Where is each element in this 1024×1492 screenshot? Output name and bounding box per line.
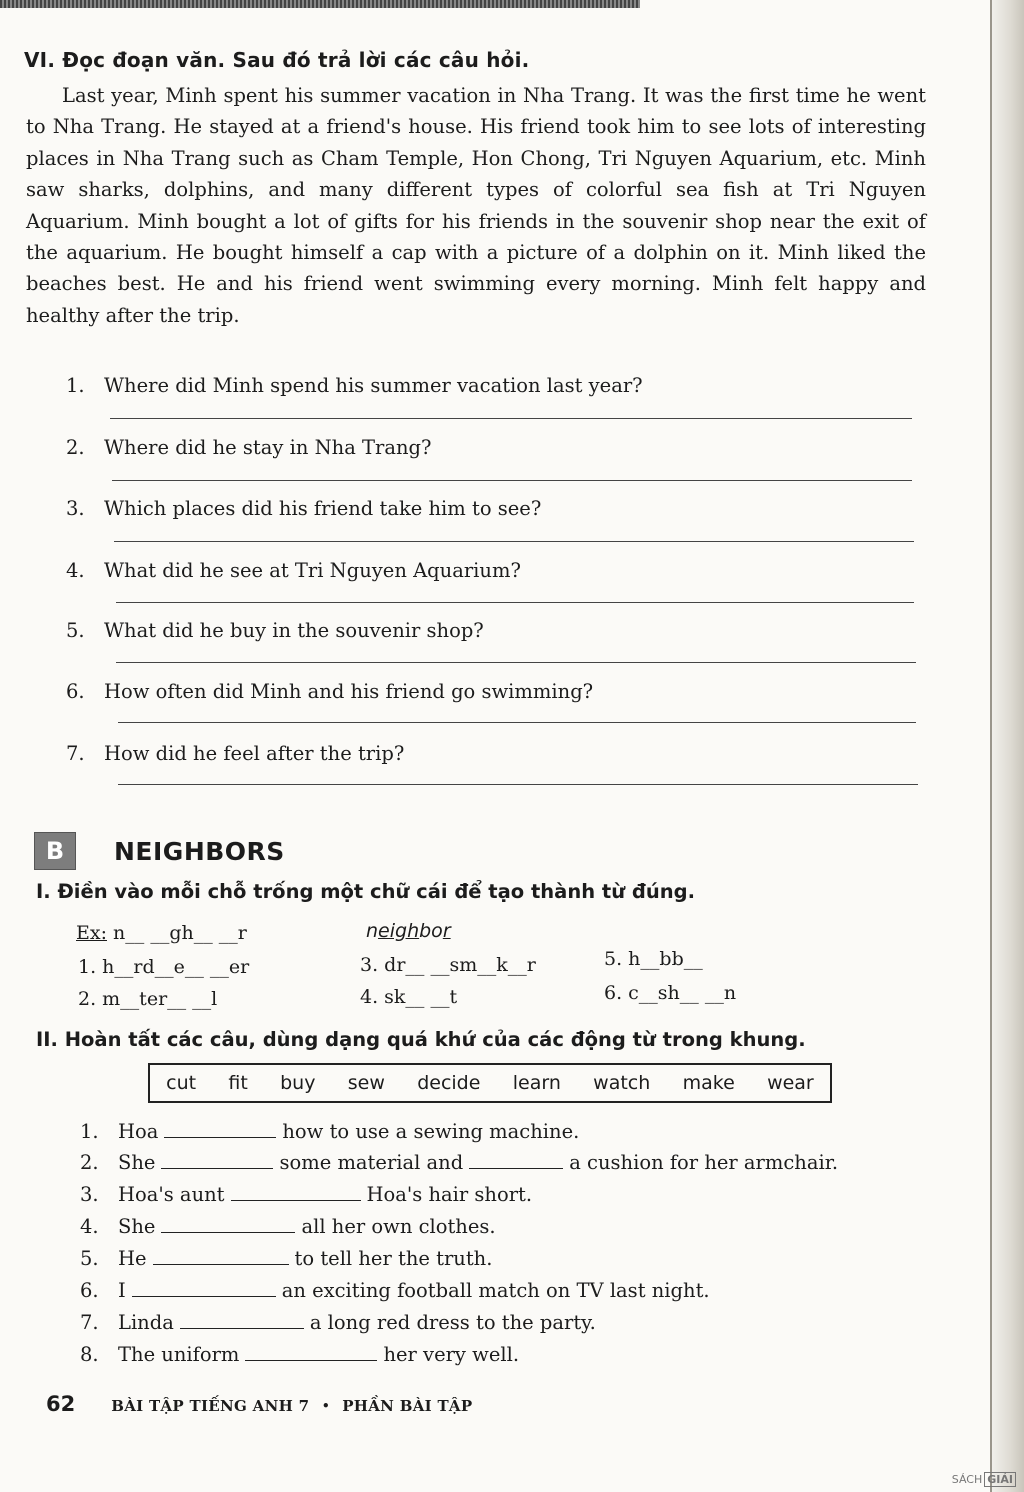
watermark-logo: SÁCH GIẢI [952, 1473, 1016, 1486]
verb-sew: sew [347, 1072, 385, 1094]
fill-word-3[interactable]: 3. dr__ __sm__k__r [360, 954, 536, 976]
verb-make: make [682, 1072, 735, 1094]
answer-line-1[interactable] [110, 418, 912, 419]
example-row [76, 922, 247, 944]
sentence-5: 5. He to tell her the truth. [80, 1247, 493, 1270]
footer-separator: • [321, 1397, 331, 1415]
book-title: BÀI TẬP TIẾNG ANH 7 [111, 1397, 310, 1415]
question-1: 1. Where did Minh spend his summer vacation last year? [66, 374, 643, 397]
example-answer: neighbor [366, 920, 451, 942]
sentence-4: 4. She all her own clothes. [80, 1215, 496, 1238]
blank-1[interactable] [164, 1119, 276, 1138]
question-6: 6. How often did Minh and his friend go swimming? [66, 680, 594, 703]
section-b-letter: B [34, 832, 76, 870]
sentence-6: 6. I an exciting football match on TV last night. [80, 1279, 710, 1302]
verb-wear: wear [767, 1072, 814, 1094]
page-footer [46, 1392, 472, 1416]
blank-8[interactable] [245, 1342, 377, 1361]
answer-line-6[interactable] [118, 722, 916, 723]
answer-line-4[interactable] [116, 602, 914, 603]
answer-line-2[interactable] [112, 480, 912, 481]
blank-3[interactable] [231, 1182, 361, 1201]
verb-learn: learn [512, 1072, 561, 1094]
question-7: 7. How did he feel after the trip? [66, 742, 405, 765]
verb-cut: cut [166, 1072, 197, 1094]
question-4: 4. What did he see at Tri Nguyen Aquarium? [66, 559, 521, 582]
page-binding-edge [990, 0, 1024, 1492]
answer-line-3[interactable] [114, 541, 914, 542]
blank-4[interactable] [161, 1214, 295, 1233]
question-3: 3. Which places did his friend take him to see? [66, 497, 542, 520]
sentence-3: 3. Hoa's aunt Hoa's hair short. [80, 1183, 533, 1206]
page-number: 62 [46, 1392, 76, 1416]
fill-word-6[interactable]: 6. c__sh__ __n [604, 982, 737, 1004]
fill-word-1[interactable]: 1. h__rd__e__ __er [78, 956, 250, 978]
blank-2b[interactable] [469, 1150, 563, 1169]
verb-decide: decide [417, 1072, 481, 1094]
question-5: 5. What did he buy in the souvenir shop? [66, 619, 484, 642]
section-b-title: NEIGHBORS [114, 836, 285, 866]
question-2: 2. Where did he stay in Nha Trang? [66, 436, 432, 459]
blank-7[interactable] [180, 1310, 304, 1329]
top-border-rule [0, 0, 640, 8]
sentence-7: 7. Linda a long red dress to the party. [80, 1311, 596, 1334]
sentence-8: 8. The uniform her very well. [80, 1343, 520, 1366]
verb-box [148, 1063, 832, 1103]
blank-5[interactable] [153, 1246, 289, 1265]
example-pattern: n__ __gh__ __r [113, 922, 247, 944]
verb-watch: watch [593, 1072, 651, 1094]
fill-word-2[interactable]: 2. m__ter__ __l [78, 988, 218, 1010]
exercise-i-heading: I. Điền vào mỗi chỗ trống một chữ cái để tạo thành từ đúng. [36, 880, 695, 903]
exercise-ii-heading: II. Hoàn tất các câu, dùng dạng quá khứ của các động từ trong khung. [36, 1028, 806, 1051]
passage-text: Last year, Minh spent his summer vacation in Nha Trang. It was the first time he went to Nha Trang. He stayed at a friend's house. His friend took him to see lots of interesting places in Nha Trang such as Cham Temple, Hon Chong, Tri Nguyen Aquarium, etc. Minh saw sharks, dolphins, and many different types of colorful sea fish at Tri Nguyen Aquarium. Minh bought a lot of gifts for his friends in the souvenir shop near the exit of the aquarium. He bought himself a cap with a picture of a dolphin on it. Minh liked the beaches best. He and his friend went swimming every morning. Minh felt happy and healthy after the trip. [26, 84, 926, 327]
section-b-header [34, 832, 285, 870]
verb-fit: fit [228, 1072, 248, 1094]
book-part: PHẦN BÀI TẬP [342, 1397, 473, 1415]
blank-2a[interactable] [161, 1150, 273, 1169]
answer-line-7[interactable] [118, 784, 918, 785]
answer-line-5[interactable] [116, 662, 916, 663]
fill-word-4[interactable]: 4. sk__ __t [360, 986, 458, 1008]
section-vi-heading: VI. Đọc đoạn văn. Sau đó trả lời các câu hỏi. [24, 48, 530, 72]
example-label: Ex: [76, 922, 107, 944]
verb-buy: buy [280, 1072, 316, 1094]
sentence-2: 2. She some material and a cushion for her armchair. [80, 1151, 839, 1174]
sentence-1: 1. Hoa how to use a sewing machine. [80, 1120, 580, 1143]
fill-word-5[interactable]: 5. h__bb__ [604, 948, 703, 970]
blank-6[interactable] [132, 1278, 276, 1297]
reading-passage [26, 80, 926, 331]
